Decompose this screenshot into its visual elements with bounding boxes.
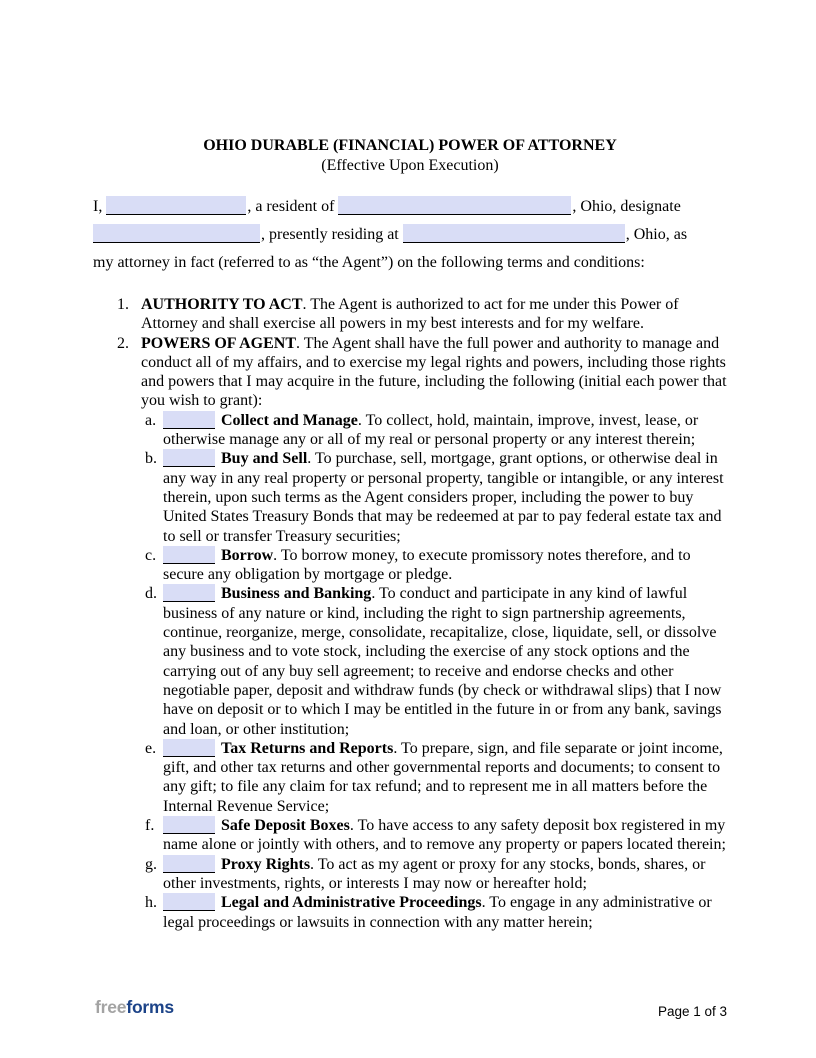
section-number: 2. xyxy=(117,334,129,352)
power-a-initials-field[interactable] xyxy=(163,411,215,429)
document-subtitle: (Effective Upon Execution) xyxy=(321,157,499,174)
terms-list xyxy=(93,295,727,932)
power-item-f xyxy=(141,816,727,855)
agent-name-field[interactable] xyxy=(93,224,260,243)
power-d-initials-field[interactable] xyxy=(163,584,215,602)
opening-line-2 xyxy=(93,221,727,249)
power-h-initials-field[interactable] xyxy=(163,893,215,911)
page-indicator: Page 1 of 3 xyxy=(657,1004,727,1019)
document-title: OHIO DURABLE (FINANCIAL) POWER OF ATTORNEY xyxy=(203,137,617,154)
power-item-a xyxy=(141,411,727,450)
power-letter: f. xyxy=(145,817,155,835)
principal-name-field[interactable] xyxy=(106,196,246,215)
opening-line-1 xyxy=(93,193,727,221)
power-letter: g. xyxy=(145,855,157,873)
power-text: . To engage in any administrative or legal proceedings or lawsuits in connection with any matter herein; xyxy=(163,894,712,931)
power-label: Safe Deposit Boxes xyxy=(221,817,350,835)
section-label: AUTHORITY TO ACT xyxy=(141,296,303,313)
document-content xyxy=(93,136,727,932)
section-powers-of-agent xyxy=(93,334,727,932)
section-number: 1. xyxy=(117,296,129,313)
power-text: . To prepare, sign, and file separate or joint income, gift, and other tax returns and other governmental reports and documents; to consent to any gift; to file any claim for tax refund; and to represent me in all matters before the Internal Revenue Service; xyxy=(163,739,723,815)
power-b-initials-field[interactable] xyxy=(163,449,215,467)
power-text: . To act as my agent or proxy for any stocks, bonds, shares, or other investments, rights, or interests I may now or hereafter hold; xyxy=(163,855,706,892)
power-letter: b. xyxy=(145,450,157,468)
text-segment: , Ohio, as xyxy=(625,226,688,243)
power-text: . To conduct and participate in any kind of lawful business of any nature or kind, including the right to sign partnership agreements, continue, reorganize, merge, consolidate, recapitalize, close, liquidate, sell, or dissolve any business and to vote stock, including the exercise of any stock options and the carrying out of any buy sell agreement; to receive and endorse checks and other negotiable paper, deposit and withdraw funds (by check or withdrawal slips) that I now have on deposit or to which I may be entitled in the future in or from any bank, savings and loan, or other institution; xyxy=(163,585,722,738)
powers-list xyxy=(141,411,727,932)
power-letter: a. xyxy=(145,411,157,429)
power-text: . To borrow money, to execute promissory notes therefore, and to secure any obligation by mortgage or pledge. xyxy=(163,546,691,584)
power-label: Proxy Rights xyxy=(221,855,311,873)
opening-line-3: my attorney in fact (referred to as “the Agent”) on the following terms and conditions: xyxy=(93,254,645,271)
logo-text-free: free xyxy=(95,997,127,1017)
power-letter: d. xyxy=(145,585,157,603)
power-text: . To have access to any safety deposit box registered in my name alone or jointly with others, and to remove any property or papers located therein; xyxy=(163,817,726,854)
power-item-g xyxy=(141,855,727,894)
section-text: . The Agent shall have the full power and authority to manage and conduct all of my affairs, and to exercise my legal rights and powers, including those rights and powers that I may acquire in the future, including the following (initial each power that you wish to grant): xyxy=(141,334,727,410)
freeforms-logo xyxy=(95,997,174,1018)
power-e-initials-field[interactable] xyxy=(163,739,215,757)
section-text: . The Agent is authorized to act for me under this Power of Attorney and shall exercise all powers in my best interests and for my welfare. xyxy=(141,296,679,333)
power-item-d xyxy=(141,584,727,738)
section-authority-to-act xyxy=(93,295,727,334)
section-label: POWERS OF AGENT xyxy=(141,334,296,352)
power-item-h xyxy=(141,893,727,932)
power-text: . To collect, hold, maintain, improve, invest, lease, or otherwise manage any or all of my real or personal property or any interest therein; xyxy=(163,411,699,449)
principal-residence-field[interactable] xyxy=(338,196,571,215)
opening-paragraph xyxy=(93,193,727,277)
text-segment: , presently residing at xyxy=(261,226,399,243)
power-label: Legal and Administrative Proceedings xyxy=(221,894,482,912)
power-letter: e. xyxy=(145,739,157,757)
power-label: Tax Returns and Reports xyxy=(221,739,394,757)
power-f-initials-field[interactable] xyxy=(163,816,215,834)
power-c-initials-field[interactable] xyxy=(163,546,215,564)
power-label: Business and Banking xyxy=(221,585,372,603)
logo-text-forms: forms xyxy=(126,997,174,1017)
text-segment: I, xyxy=(93,198,103,215)
power-text: . To purchase, sell, mortgage, grant options, or otherwise deal in any way in any real property or personal property, tangible or intangible, or any interest therein, upon such terms as the Agent considers proper, including the power to buy United States Treasury Bonds that may be redeemed at par to pay federal estate tax and to sell or transfer Treasury securities; xyxy=(163,450,724,545)
power-letter: h. xyxy=(145,894,157,912)
power-label: Borrow xyxy=(221,546,274,564)
power-item-e xyxy=(141,739,727,816)
text-segment: , Ohio, designate xyxy=(572,198,681,215)
text-segment: , a resident of xyxy=(247,198,335,215)
power-item-b xyxy=(141,449,727,545)
power-letter: c. xyxy=(145,546,157,564)
power-label: Buy and Sell xyxy=(221,450,308,468)
agent-residence-field[interactable] xyxy=(403,224,625,243)
power-label: Collect and Manage xyxy=(221,411,358,429)
power-g-initials-field[interactable] xyxy=(163,855,215,873)
power-item-c xyxy=(141,546,727,585)
